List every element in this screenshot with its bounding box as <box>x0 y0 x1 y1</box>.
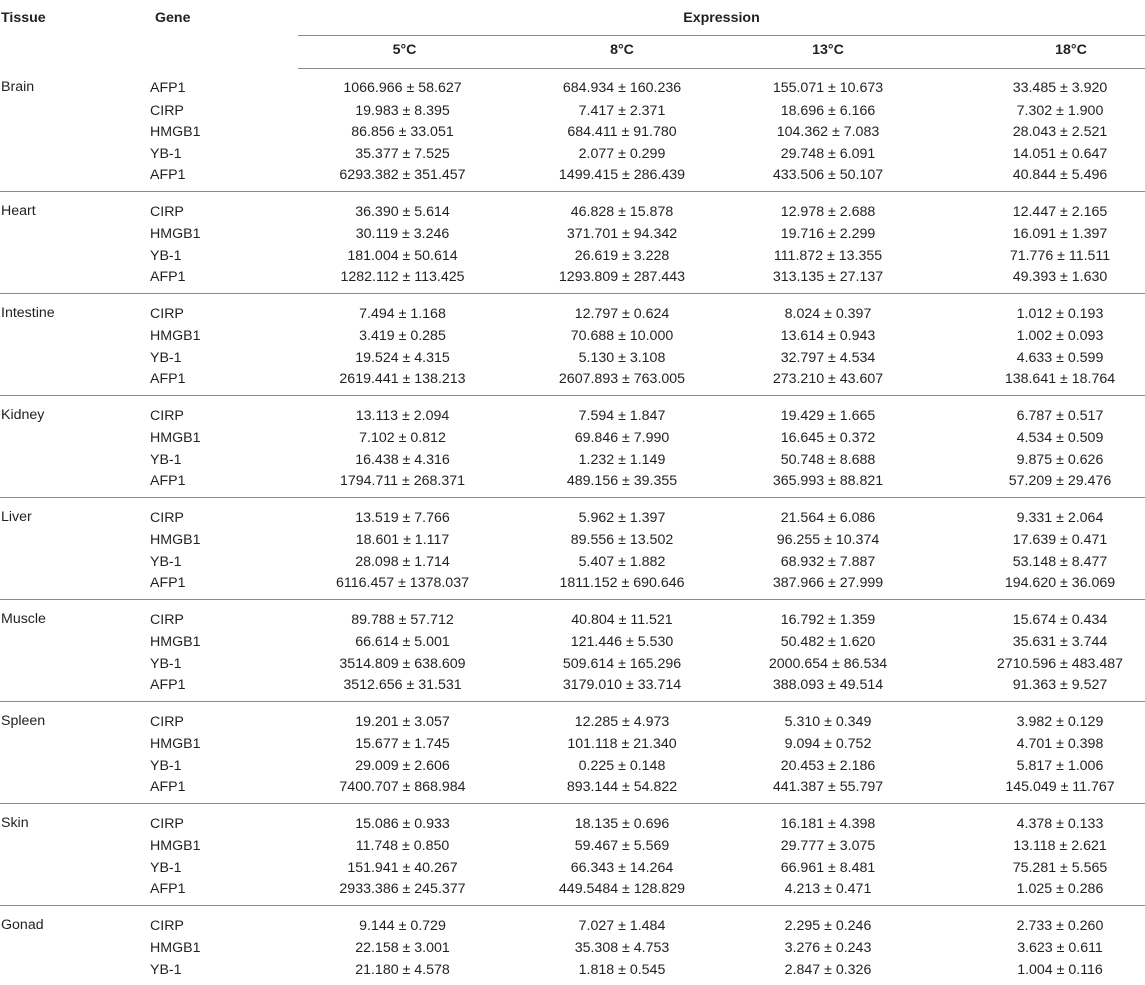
expression-value-cell: 3514.809 ± 638.609 <box>298 654 511 676</box>
gene-cell: YB-1 <box>140 654 298 676</box>
expression-value-cell: 40.844 ± 5.496 <box>933 165 1145 191</box>
expression-value-cell: 50.748 ± 8.688 <box>733 450 933 472</box>
table-row <box>0 68 1145 101</box>
expression-value-cell: 28.098 ± 1.714 <box>298 552 511 574</box>
expression-value-cell: 9.094 ± 0.752 <box>733 734 933 756</box>
table-row <box>0 573 1145 599</box>
expression-value-cell: 50.482 ± 1.620 <box>733 632 933 654</box>
expression-value-cell: 4.378 ± 0.133 <box>933 803 1145 836</box>
expression-value-cell: 8.024 ± 0.397 <box>733 293 933 326</box>
table-body <box>0 68 1145 985</box>
expression-value-cell: 19.983 ± 8.395 <box>298 101 511 123</box>
tissue-cell: Brain <box>0 68 140 101</box>
expression-value-cell: 4.701 ± 0.398 <box>933 734 1145 756</box>
expression-value-cell: 7.302 ± 1.900 <box>933 101 1145 123</box>
expression-value-cell: 4.213 ± 0.471 <box>733 879 933 905</box>
expression-value-cell: 104.362 ± 7.083 <box>733 122 933 144</box>
tissue-cell <box>0 165 140 191</box>
tissue-cell: Skin <box>0 803 140 836</box>
table-row <box>0 654 1145 676</box>
expression-value-cell: 7.594 ± 1.847 <box>511 395 733 428</box>
expression-value-cell: 4.633 ± 0.599 <box>933 348 1145 370</box>
expression-value-cell: 12.797 ± 0.624 <box>511 293 733 326</box>
table-row <box>0 599 1145 632</box>
table-row <box>0 165 1145 191</box>
expression-value-cell: 151.941 ± 40.267 <box>298 858 511 880</box>
expression-value-cell: 40.804 ± 11.521 <box>511 599 733 632</box>
gene-cell: CIRP <box>140 395 298 428</box>
tissue-cell <box>0 428 140 450</box>
gene-cell: AFP1 <box>140 777 298 803</box>
gene-cell: YB-1 <box>140 348 298 370</box>
expression-value-cell: 12.447 ± 2.165 <box>933 191 1145 224</box>
gene-cell: AFP1 <box>140 267 298 293</box>
expression-value-cell: 21.180 ± 4.578 <box>298 960 511 985</box>
gene-cell: YB-1 <box>140 450 298 472</box>
tissue-cell: Muscle <box>0 599 140 632</box>
gene-cell: YB-1 <box>140 246 298 268</box>
expression-value-cell: 69.846 ± 7.990 <box>511 428 733 450</box>
tissue-cell <box>0 224 140 246</box>
expression-value-cell: 273.210 ± 43.607 <box>733 369 933 395</box>
expression-value-cell: 4.534 ± 0.509 <box>933 428 1145 450</box>
expression-value-cell: 29.009 ± 2.606 <box>298 756 511 778</box>
expression-value-cell: 36.390 ± 5.614 <box>298 191 511 224</box>
table-row <box>0 395 1145 428</box>
expression-value-cell: 2933.386 ± 245.377 <box>298 879 511 905</box>
expression-value-cell: 16.091 ± 1.397 <box>933 224 1145 246</box>
expression-value-cell: 121.446 ± 5.530 <box>511 632 733 654</box>
expression-value-cell: 12.285 ± 4.973 <box>511 701 733 734</box>
expression-value-cell: 2.295 ± 0.246 <box>733 905 933 938</box>
tissue-cell <box>0 450 140 472</box>
expression-value-cell: 509.614 ± 165.296 <box>511 654 733 676</box>
table-row <box>0 734 1145 756</box>
tissue-cell <box>0 573 140 599</box>
expression-value-cell: 2710.596 ± 483.487 <box>933 654 1145 676</box>
expression-value-cell: 18.135 ± 0.696 <box>511 803 733 836</box>
expression-value-cell: 96.255 ± 10.374 <box>733 530 933 552</box>
gene-cell: HMGB1 <box>140 734 298 756</box>
table-row <box>0 701 1145 734</box>
expression-value-cell: 2619.441 ± 138.213 <box>298 369 511 395</box>
expression-value-cell: 53.148 ± 8.477 <box>933 552 1145 574</box>
expression-value-cell: 1066.966 ± 58.627 <box>298 68 511 101</box>
expression-value-cell: 7.417 ± 2.371 <box>511 101 733 123</box>
expression-value-cell: 7.027 ± 1.484 <box>511 905 733 938</box>
expression-value-cell: 7400.707 ± 868.984 <box>298 777 511 803</box>
tissue-cell <box>0 734 140 756</box>
expression-value-cell: 13.519 ± 7.766 <box>298 497 511 530</box>
expression-value-cell: 9.875 ± 0.626 <box>933 450 1145 472</box>
expression-value-cell: 46.828 ± 15.878 <box>511 191 733 224</box>
table-row <box>0 803 1145 836</box>
gene-cell: YB-1 <box>140 144 298 166</box>
tissue-cell <box>0 938 140 960</box>
expression-value-cell: 6116.457 ± 1378.037 <box>298 573 511 599</box>
expression-value-cell: 29.748 ± 6.091 <box>733 144 933 166</box>
table-row <box>0 552 1145 574</box>
table-header <box>0 0 1145 68</box>
gene-cell: CIRP <box>140 101 298 123</box>
tissue-cell <box>0 836 140 858</box>
gene-cell: HMGB1 <box>140 836 298 858</box>
table-row <box>0 428 1145 450</box>
expression-value-cell: 15.086 ± 0.933 <box>298 803 511 836</box>
gene-cell: YB-1 <box>140 552 298 574</box>
gene-cell: AFP1 <box>140 369 298 395</box>
tissue-cell <box>0 122 140 144</box>
expression-value-cell: 16.645 ± 0.372 <box>733 428 933 450</box>
expression-value-cell: 684.934 ± 160.236 <box>511 68 733 101</box>
gene-cell: AFP1 <box>140 879 298 905</box>
tissue-cell <box>0 756 140 778</box>
gene-cell: YB-1 <box>140 858 298 880</box>
gene-cell: HMGB1 <box>140 224 298 246</box>
table-row <box>0 675 1145 701</box>
tissue-cell: Kidney <box>0 395 140 428</box>
tissue-cell <box>0 858 140 880</box>
expression-value-cell: 22.158 ± 3.001 <box>298 938 511 960</box>
expression-value-cell: 489.156 ± 39.355 <box>511 471 733 497</box>
tissue-cell <box>0 675 140 701</box>
gene-cell: HMGB1 <box>140 530 298 552</box>
expression-value-cell: 5.407 ± 1.882 <box>511 552 733 574</box>
tissue-cell <box>0 471 140 497</box>
expression-value-cell: 35.631 ± 3.744 <box>933 632 1145 654</box>
expression-value-cell: 19.716 ± 2.299 <box>733 224 933 246</box>
expression-value-cell: 387.966 ± 27.999 <box>733 573 933 599</box>
tissue-cell <box>0 369 140 395</box>
expression-value-cell: 35.377 ± 7.525 <box>298 144 511 166</box>
tissue-cell <box>0 530 140 552</box>
expression-value-cell: 3179.010 ± 33.714 <box>511 675 733 701</box>
gene-cell: HMGB1 <box>140 122 298 144</box>
expression-value-cell: 388.093 ± 49.514 <box>733 675 933 701</box>
expression-value-cell: 13.118 ± 2.621 <box>933 836 1145 858</box>
gene-cell: CIRP <box>140 701 298 734</box>
expression-value-cell: 1.232 ± 1.149 <box>511 450 733 472</box>
table-row <box>0 122 1145 144</box>
table-row <box>0 858 1145 880</box>
table-row <box>0 756 1145 778</box>
expression-value-cell: 35.308 ± 4.753 <box>511 938 733 960</box>
gene-cell: CIRP <box>140 803 298 836</box>
header-temp-13c: 13°C <box>733 35 933 68</box>
table-row <box>0 497 1145 530</box>
table-row <box>0 267 1145 293</box>
expression-value-cell: 145.049 ± 11.767 <box>933 777 1145 803</box>
table-row <box>0 144 1145 166</box>
expression-value-cell: 3.276 ± 0.243 <box>733 938 933 960</box>
expression-value-cell: 1.004 ± 0.116 <box>933 960 1145 985</box>
tissue-cell <box>0 144 140 166</box>
expression-value-cell: 3.623 ± 0.611 <box>933 938 1145 960</box>
gene-cell: HMGB1 <box>140 326 298 348</box>
expression-value-cell: 1.025 ± 0.286 <box>933 879 1145 905</box>
expression-value-cell: 3.982 ± 0.129 <box>933 701 1145 734</box>
expression-value-cell: 181.004 ± 50.614 <box>298 246 511 268</box>
expression-value-cell: 893.144 ± 54.822 <box>511 777 733 803</box>
expression-value-cell: 89.556 ± 13.502 <box>511 530 733 552</box>
table-row <box>0 293 1145 326</box>
tissue-cell: Liver <box>0 497 140 530</box>
expression-value-cell: 66.614 ± 5.001 <box>298 632 511 654</box>
table-row <box>0 101 1145 123</box>
expression-value-cell: 19.429 ± 1.665 <box>733 395 933 428</box>
gene-cell: CIRP <box>140 905 298 938</box>
expression-value-cell: 9.331 ± 2.064 <box>933 497 1145 530</box>
table-row <box>0 960 1145 985</box>
expression-value-cell: 313.135 ± 27.137 <box>733 267 933 293</box>
expression-value-cell: 2.847 ± 0.326 <box>733 960 933 985</box>
expression-value-cell: 66.961 ± 8.481 <box>733 858 933 880</box>
tissue-cell <box>0 267 140 293</box>
expression-value-cell: 71.776 ± 11.511 <box>933 246 1145 268</box>
gene-cell: YB-1 <box>140 960 298 985</box>
expression-value-cell: 91.363 ± 9.527 <box>933 675 1145 701</box>
expression-value-cell: 433.506 ± 50.107 <box>733 165 933 191</box>
expression-value-cell: 365.993 ± 88.821 <box>733 471 933 497</box>
expression-value-cell: 13.614 ± 0.943 <box>733 326 933 348</box>
expression-value-cell: 68.932 ± 7.887 <box>733 552 933 574</box>
expression-value-cell: 371.701 ± 94.342 <box>511 224 733 246</box>
expression-value-cell: 1293.809 ± 287.443 <box>511 267 733 293</box>
table-row <box>0 326 1145 348</box>
expression-value-cell: 33.485 ± 3.920 <box>933 68 1145 101</box>
tissue-cell <box>0 777 140 803</box>
expression-value-cell: 5.130 ± 3.108 <box>511 348 733 370</box>
header-expression: Expression <box>298 0 1145 35</box>
expression-value-cell: 7.102 ± 0.812 <box>298 428 511 450</box>
expression-value-cell: 2.733 ± 0.260 <box>933 905 1145 938</box>
header-temp-18c: 18°C <box>933 35 1145 68</box>
tissue-cell <box>0 960 140 985</box>
table-row <box>0 471 1145 497</box>
table-row <box>0 348 1145 370</box>
expression-value-cell: 1.818 ± 0.545 <box>511 960 733 985</box>
tissue-cell <box>0 632 140 654</box>
gene-cell: HMGB1 <box>140 938 298 960</box>
expression-value-cell: 5.310 ± 0.349 <box>733 701 933 734</box>
tissue-cell: Gonad <box>0 905 140 938</box>
expression-value-cell: 1282.112 ± 113.425 <box>298 267 511 293</box>
expression-value-cell: 138.641 ± 18.764 <box>933 369 1145 395</box>
table-row <box>0 905 1145 938</box>
table-row <box>0 191 1145 224</box>
expression-value-cell: 18.696 ± 6.166 <box>733 101 933 123</box>
tissue-cell: Spleen <box>0 701 140 734</box>
expression-value-cell: 16.181 ± 4.398 <box>733 803 933 836</box>
expression-value-cell: 21.564 ± 6.086 <box>733 497 933 530</box>
gene-cell: CIRP <box>140 497 298 530</box>
header-temp-8c: 8°C <box>511 35 733 68</box>
expression-value-cell: 16.792 ± 1.359 <box>733 599 933 632</box>
expression-value-cell: 3512.656 ± 31.531 <box>298 675 511 701</box>
expression-value-cell: 11.748 ± 0.850 <box>298 836 511 858</box>
expression-value-cell: 57.209 ± 29.476 <box>933 471 1145 497</box>
expression-value-cell: 14.051 ± 0.647 <box>933 144 1145 166</box>
expression-value-cell: 155.071 ± 10.673 <box>733 68 933 101</box>
tissue-cell <box>0 654 140 676</box>
table-row <box>0 530 1145 552</box>
expression-value-cell: 5.962 ± 1.397 <box>511 497 733 530</box>
expression-value-cell: 1.002 ± 0.093 <box>933 326 1145 348</box>
expression-value-cell: 1811.152 ± 690.646 <box>511 573 733 599</box>
expression-value-cell: 49.393 ± 1.630 <box>933 267 1145 293</box>
expression-value-cell: 17.639 ± 0.471 <box>933 530 1145 552</box>
tissue-cell <box>0 348 140 370</box>
gene-cell: HMGB1 <box>140 428 298 450</box>
table-row <box>0 246 1145 268</box>
expression-value-cell: 111.872 ± 13.355 <box>733 246 933 268</box>
header-temp-5c: 5°C <box>298 35 511 68</box>
gene-cell: CIRP <box>140 293 298 326</box>
expression-value-cell: 19.201 ± 3.057 <box>298 701 511 734</box>
table-row <box>0 369 1145 395</box>
expression-value-cell: 29.777 ± 3.075 <box>733 836 933 858</box>
tissue-cell <box>0 246 140 268</box>
expression-value-cell: 75.281 ± 5.565 <box>933 858 1145 880</box>
expression-value-cell: 15.674 ± 0.434 <box>933 599 1145 632</box>
header-tissue: Tissue <box>0 0 140 68</box>
gene-cell: CIRP <box>140 599 298 632</box>
expression-value-cell: 6293.382 ± 351.457 <box>298 165 511 191</box>
gene-cell: AFP1 <box>140 68 298 101</box>
tissue-cell <box>0 326 140 348</box>
gene-cell: YB-1 <box>140 756 298 778</box>
gene-cell: HMGB1 <box>140 632 298 654</box>
expression-value-cell: 26.619 ± 3.228 <box>511 246 733 268</box>
expression-value-cell: 15.677 ± 1.745 <box>298 734 511 756</box>
expression-value-cell: 194.620 ± 36.069 <box>933 573 1145 599</box>
expression-value-cell: 1794.711 ± 268.371 <box>298 471 511 497</box>
table-row <box>0 632 1145 654</box>
tissue-cell <box>0 552 140 574</box>
expression-value-cell: 19.524 ± 4.315 <box>298 348 511 370</box>
tissue-cell <box>0 101 140 123</box>
table-row <box>0 938 1145 960</box>
table-row <box>0 224 1145 246</box>
expression-value-cell: 101.118 ± 21.340 <box>511 734 733 756</box>
expression-value-cell: 12.978 ± 2.688 <box>733 191 933 224</box>
expression-value-cell: 2.077 ± 0.299 <box>511 144 733 166</box>
expression-value-cell: 20.453 ± 2.186 <box>733 756 933 778</box>
expression-value-cell: 0.225 ± 0.148 <box>511 756 733 778</box>
expression-value-cell: 3.419 ± 0.285 <box>298 326 511 348</box>
expression-value-cell: 16.438 ± 4.316 <box>298 450 511 472</box>
expression-value-cell: 59.467 ± 5.569 <box>511 836 733 858</box>
gene-cell: AFP1 <box>140 573 298 599</box>
expression-value-cell: 449.5484 ± 128.829 <box>511 879 733 905</box>
expression-value-cell: 28.043 ± 2.521 <box>933 122 1145 144</box>
expression-value-cell: 86.856 ± 33.051 <box>298 122 511 144</box>
gene-cell: CIRP <box>140 191 298 224</box>
expression-value-cell: 5.817 ± 1.006 <box>933 756 1145 778</box>
expression-value-cell: 70.688 ± 10.000 <box>511 326 733 348</box>
expression-value-cell: 32.797 ± 4.534 <box>733 348 933 370</box>
table-row <box>0 450 1145 472</box>
expression-value-cell: 2000.654 ± 86.534 <box>733 654 933 676</box>
header-gene: Gene <box>140 0 298 68</box>
expression-value-cell: 13.113 ± 2.094 <box>298 395 511 428</box>
table-row <box>0 836 1145 858</box>
table-row <box>0 777 1145 803</box>
expression-value-cell: 9.144 ± 0.729 <box>298 905 511 938</box>
gene-cell: AFP1 <box>140 165 298 191</box>
gene-cell: AFP1 <box>140 675 298 701</box>
expression-value-cell: 6.787 ± 0.517 <box>933 395 1145 428</box>
expression-value-cell: 7.494 ± 1.168 <box>298 293 511 326</box>
expression-value-cell: 66.343 ± 14.264 <box>511 858 733 880</box>
tissue-cell: Heart <box>0 191 140 224</box>
expression-value-cell: 30.119 ± 3.246 <box>298 224 511 246</box>
gene-cell: AFP1 <box>140 471 298 497</box>
tissue-cell <box>0 879 140 905</box>
tissue-cell: Intestine <box>0 293 140 326</box>
table-row <box>0 879 1145 905</box>
expression-value-cell: 1499.415 ± 286.439 <box>511 165 733 191</box>
expression-value-cell: 1.012 ± 0.193 <box>933 293 1145 326</box>
expression-value-cell: 684.411 ± 91.780 <box>511 122 733 144</box>
expression-value-cell: 89.788 ± 57.712 <box>298 599 511 632</box>
expression-value-cell: 18.601 ± 1.117 <box>298 530 511 552</box>
expression-value-cell: 441.387 ± 55.797 <box>733 777 933 803</box>
expression-value-cell: 2607.893 ± 763.005 <box>511 369 733 395</box>
